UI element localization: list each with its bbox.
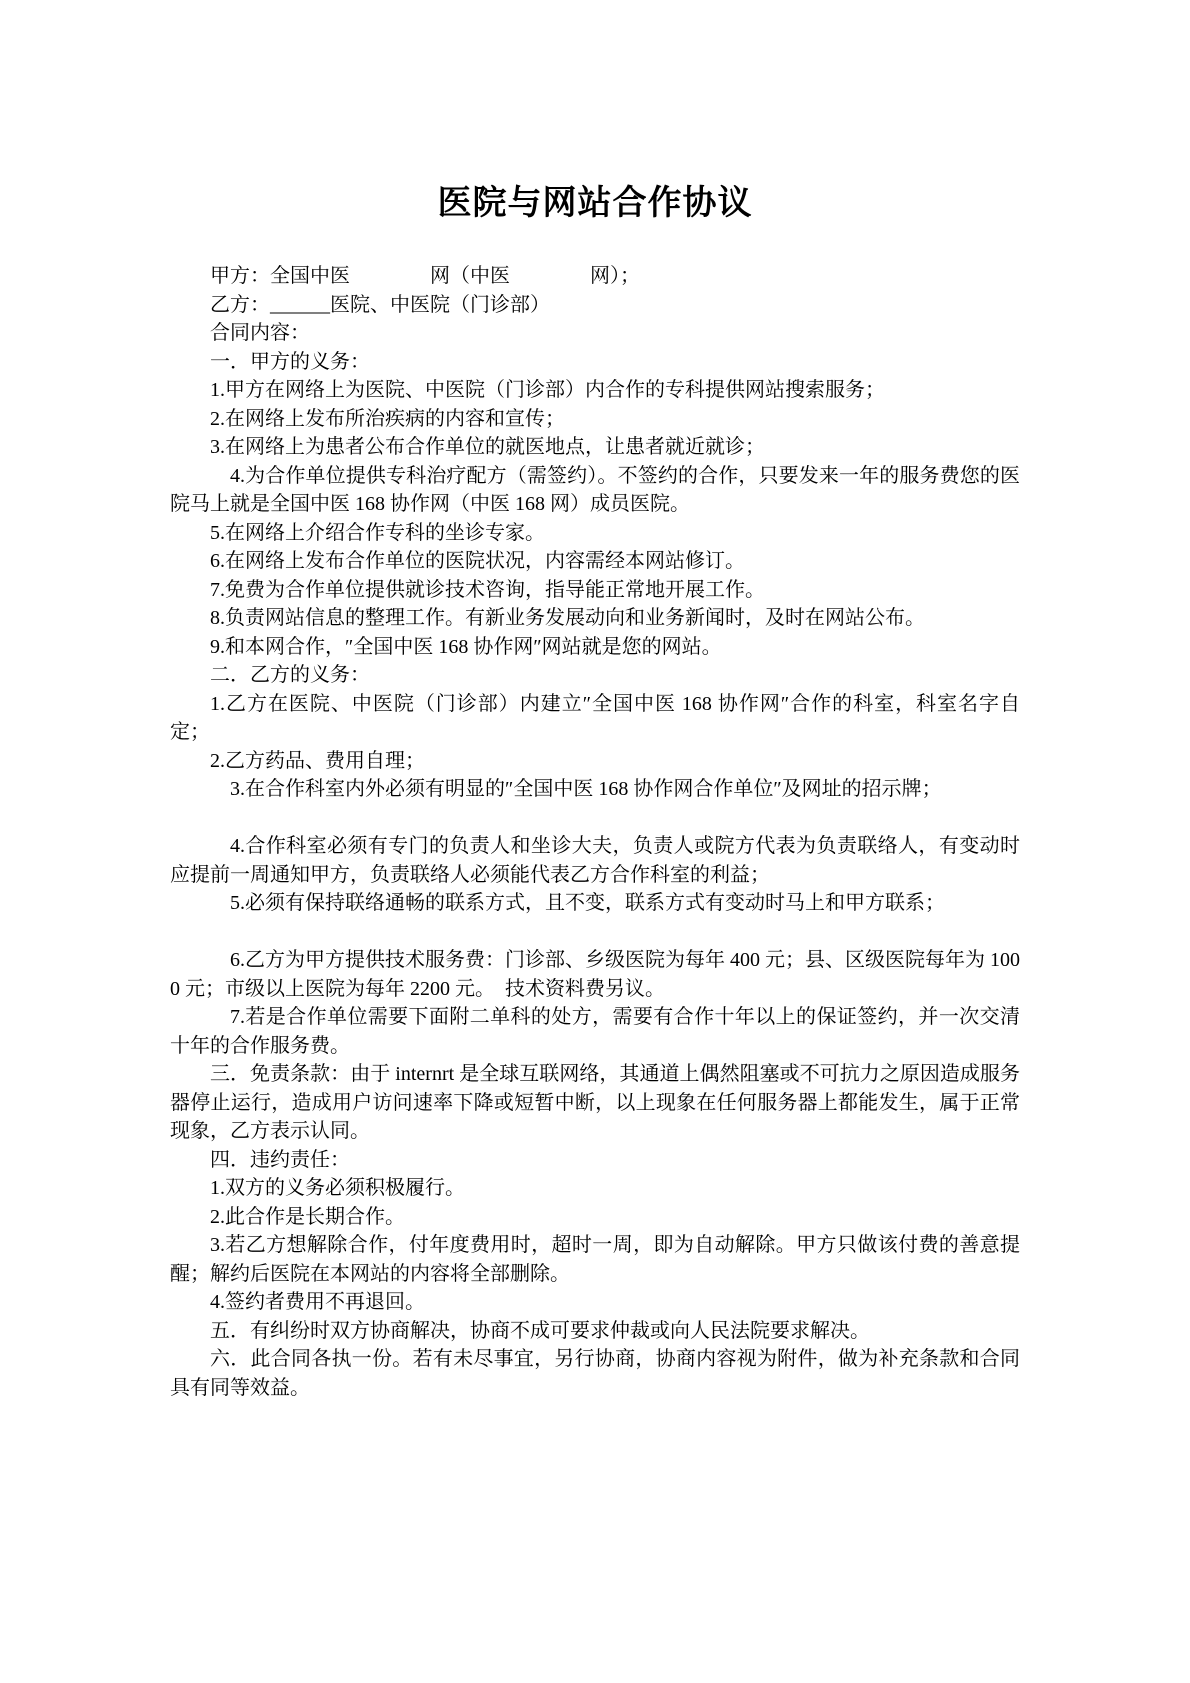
paragraph: 四．违约责任： (210, 1148, 350, 1171)
paragraph: 5.在网络上介绍合作专科的坐诊专家。 (210, 521, 545, 544)
paragraph: 乙方：______医院、中医院（门诊部） (210, 293, 550, 316)
blank-line (170, 918, 1020, 947)
paragraph: 三．免责条款：由于 internrt 是全球互联网络，其通道上偶然阻塞或不可抗力之原因造成服务器停止运行，造成用户访问速率下降或短暂中断，以上现象在任何服务器上都能发生，属于正常现象，乙方表示认同。 (170, 1063, 1020, 1142)
paragraph: 2.在网络上发布所治疾病的内容和宣传； (210, 407, 565, 430)
paragraph: 五．有纠纷时双方协商解决，协商不成可要求仲裁或向人民法院要求解决。 (210, 1319, 870, 1342)
paragraph: 4.为合作单位提供专科治疗配方（需签约）。不签约的合作，只要发来一年的服务费您的医院马上就是全国中医 168 协作网（中医 168 网）成员医院。 (170, 464, 1020, 515)
paragraph: 3.若乙方想解除合作，付年度费用时，超时一周，即为自动解除。甲方只做该付费的善意提醒；解约后医院在本网站的内容将全部删除。 (170, 1234, 1020, 1285)
paragraph: 9.和本网合作，″全国中医 168 协作网″网站就是您的网站。 (210, 635, 722, 658)
paragraph: 2.此合作是长期合作。 (210, 1205, 405, 1228)
paragraph: 六．此合同各执一份。若有未尽事宜，另行协商，协商内容视为附件，做为补充条款和合同具有同等效益。 (170, 1348, 1020, 1399)
paragraph: 甲方：全国中医 网（中医 网）； (210, 265, 640, 287)
paragraph: 6.在网络上发布合作单位的医院状况，内容需经本网站修订。 (210, 550, 745, 572)
paragraph: 1.乙方在医院、中医院（门诊部）内建立″全国中医 168 协作网″合作的科室，科室名字自定； (170, 692, 1020, 743)
document-title: 医院与网站合作协议 (437, 185, 753, 222)
paragraph: 3.在合作科室内外必须有明显的″全国中医 168 协作网合作单位″及网址的招示牌； (230, 778, 942, 800)
paragraph: 一．甲方的义务： (210, 350, 370, 373)
paragraph: 6.乙方为甲方提供技术服务费：门诊部、乡级医院为每年 400 元；县、区级医院每年为 1000 元；市级以上医院为每年 2200 元。 技术资料费另议。 (170, 949, 1020, 1000)
paragraph: 4.合作科室必须有专门的负责人和坐诊大夫，负责人或院方代表为负责联络人，有变动时应提前一周通知甲方，负责联络人必须能代表乙方合作科室的利益； (170, 835, 1020, 886)
paragraph: 5.必须有保持联络通畅的联系方式，且不变，联系方式有变动时马上和甲方联系； (230, 892, 945, 914)
paragraph: 二．乙方的义务： (210, 664, 370, 686)
paragraph: 1.双方的义务必须积极履行。 (210, 1177, 465, 1199)
paragraph: 1.甲方在网络上为医院、中医院（门诊部）内合作的专科提供网站搜索服务； (210, 379, 885, 401)
document-body (170, 262, 1020, 1402)
paragraph: 3.在网络上为患者公布合作单位的就医地点，让患者就近就诊； (210, 436, 765, 458)
paragraph: 8.负责网站信息的整理工作。有新业务发展动向和业务新闻时，及时在网站公布。 (210, 607, 925, 629)
paragraph: 7.免费为合作单位提供就诊技术咨询，指导能正常地开展工作。 (210, 578, 765, 601)
paragraph: 2.乙方药品、费用自理； (210, 749, 425, 772)
paragraph: 合同内容： (210, 322, 310, 344)
paragraph: 4.签约者费用不再退回。 (210, 1291, 425, 1313)
paragraph: 7.若是合作单位需要下面附二单科的处方，需要有合作十年以上的保证签约，并一次交清十年的合作服务费。 (170, 1006, 1020, 1057)
blank-line (170, 804, 1020, 833)
